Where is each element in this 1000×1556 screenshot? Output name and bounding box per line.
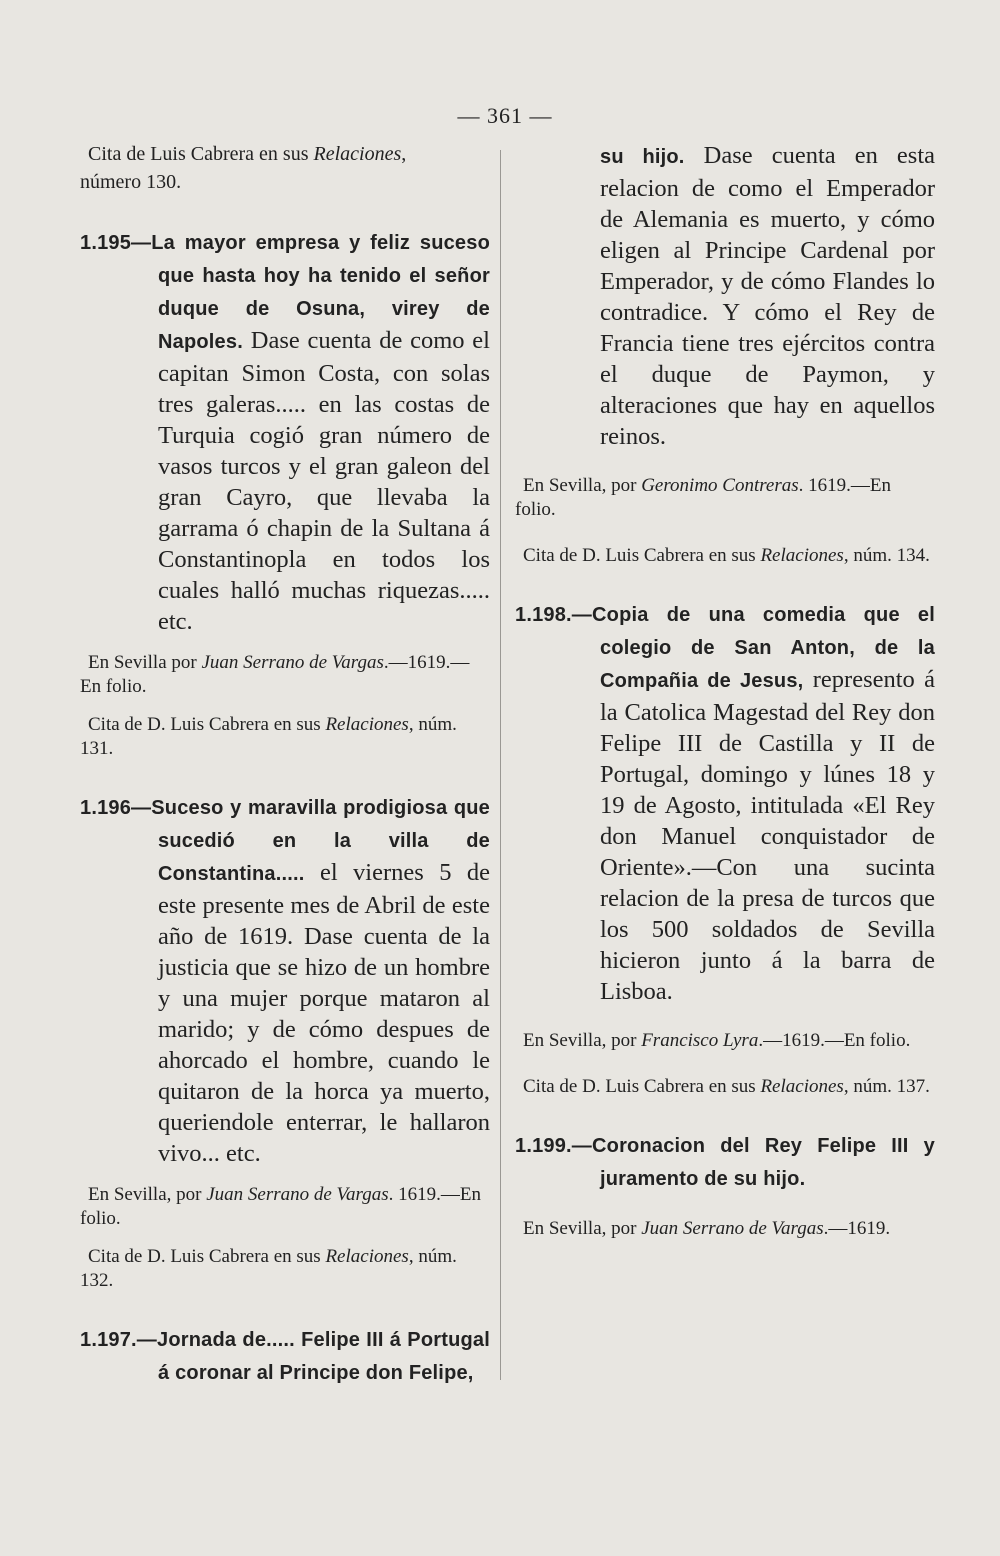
entry-number: 1.195— [80,232,152,254]
entry-number: 1.199.— [515,1135,593,1157]
entry-title: Copia de una comedia que el colegio de San Anton, de la Compañia de Jesus, [592,604,935,692]
citation-130: Cita de Luis Cabrera en sus Relaciones, número 130. [80,143,407,193]
entry-number: 1.196— [80,797,152,819]
citation: Cita de D. Luis Cabrera en sus Relaciones, núm. 132. [80,1246,457,1291]
entry-number: 1.198.— [515,604,593,626]
entry-1196 [80,791,491,1169]
entry-1197-continued [600,140,935,452]
imprint: En Sevilla, por Juan Serrano de Vargas. 1619.—En folio. [80,1184,481,1229]
entry-title: su hijo. [600,146,685,168]
entry-title: Suceso y maravilla prodigiosa que sucedió en la villa de Constantina..... [151,797,490,885]
right-column [515,140,935,1241]
imprint: En Sevilla, por Francisco Lyra.—1619.—En folio. [523,1030,911,1051]
imprint: En Sevilla, por Geronimo Contreras. 1619.—En folio. [515,475,892,520]
entry-1198 [515,598,936,1007]
entry-1195 [80,226,490,637]
entry-title: Coronacion del Rey Felipe III y juramento de su hijo. [592,1135,935,1190]
entry-text: Dase cuenta de como el capitan Simon Costa, con solas tres galeras..... en las costas de Turquia cogió gran número de vasos turcos y el gran galeon del gran Cayro, que llevaba la garrama ó chapin de la Sultana á Constantinopla en todos los cuales halló muchas riquezas..... etc. [158,327,490,635]
entry-title: La mayor empresa y feliz suceso que hasta hoy ha tenido el señor duque de Osuna, virey de Napoles. [151,232,490,353]
citation: Cita de D. Luis Cabrera en sus Relaciones, núm. 134. [523,545,930,566]
imprint: En Sevilla, por Juan Serrano de Vargas.—1619. [523,1218,891,1239]
citation: Cita de D. Luis Cabrera en sus Relaciones, núm. 137. [523,1076,930,1097]
imprint: En Sevilla por Juan Serrano de Vargas.—1619.—En folio. [80,652,470,697]
entry-title: Jornada de..... Felipe III á Portugal á coronar al Principe don Felipe, [157,1329,490,1384]
column-divider [500,150,501,1380]
entry-number: 1.197.— [80,1329,158,1351]
entry-text: el viernes 5 de este presente mes de Abril de este año de 1619. Dase cuenta de la justicia que se hizo de un hombre y una mujer porque mataron al marido; y de cómo despues de ahorcado el hombre, cuando le quitaron de la horca ya muerto, queriendole enterrar, le hallaron vivo... etc. [158,859,491,1167]
entry-text: represento á la Catolica Magestad del Rey don Felipe III de Castilla y II de Portugal, domingo y lúnes 18 y 19 de Agosto, intitulada «El Rey don Manuel conquistador de Oriente».—Con una sucinta relacion de la presa de turcos que los 500 soldados de Sevilla hicieron junto á la barra de Lisboa. [600,666,936,1005]
left-column [80,140,490,1389]
page-number: — 361 — [457,103,553,128]
entry-text: Dase cuenta en esta relacion de como el Emperador de Alemania es muerto, y cómo eligen al Principe Cardenal por Emperador, y de cómo Flandes lo contradice. Y cómo el Rey de Francia tiene tres ejércitos contra el duque de Paymon, y alteraciones que hay en aquellos reinos. [600,142,935,450]
entry-1199 [515,1129,935,1195]
entry-1197 [80,1323,490,1389]
citation: Cita de D. Luis Cabrera en sus Relaciones, núm. 131. [80,714,457,759]
